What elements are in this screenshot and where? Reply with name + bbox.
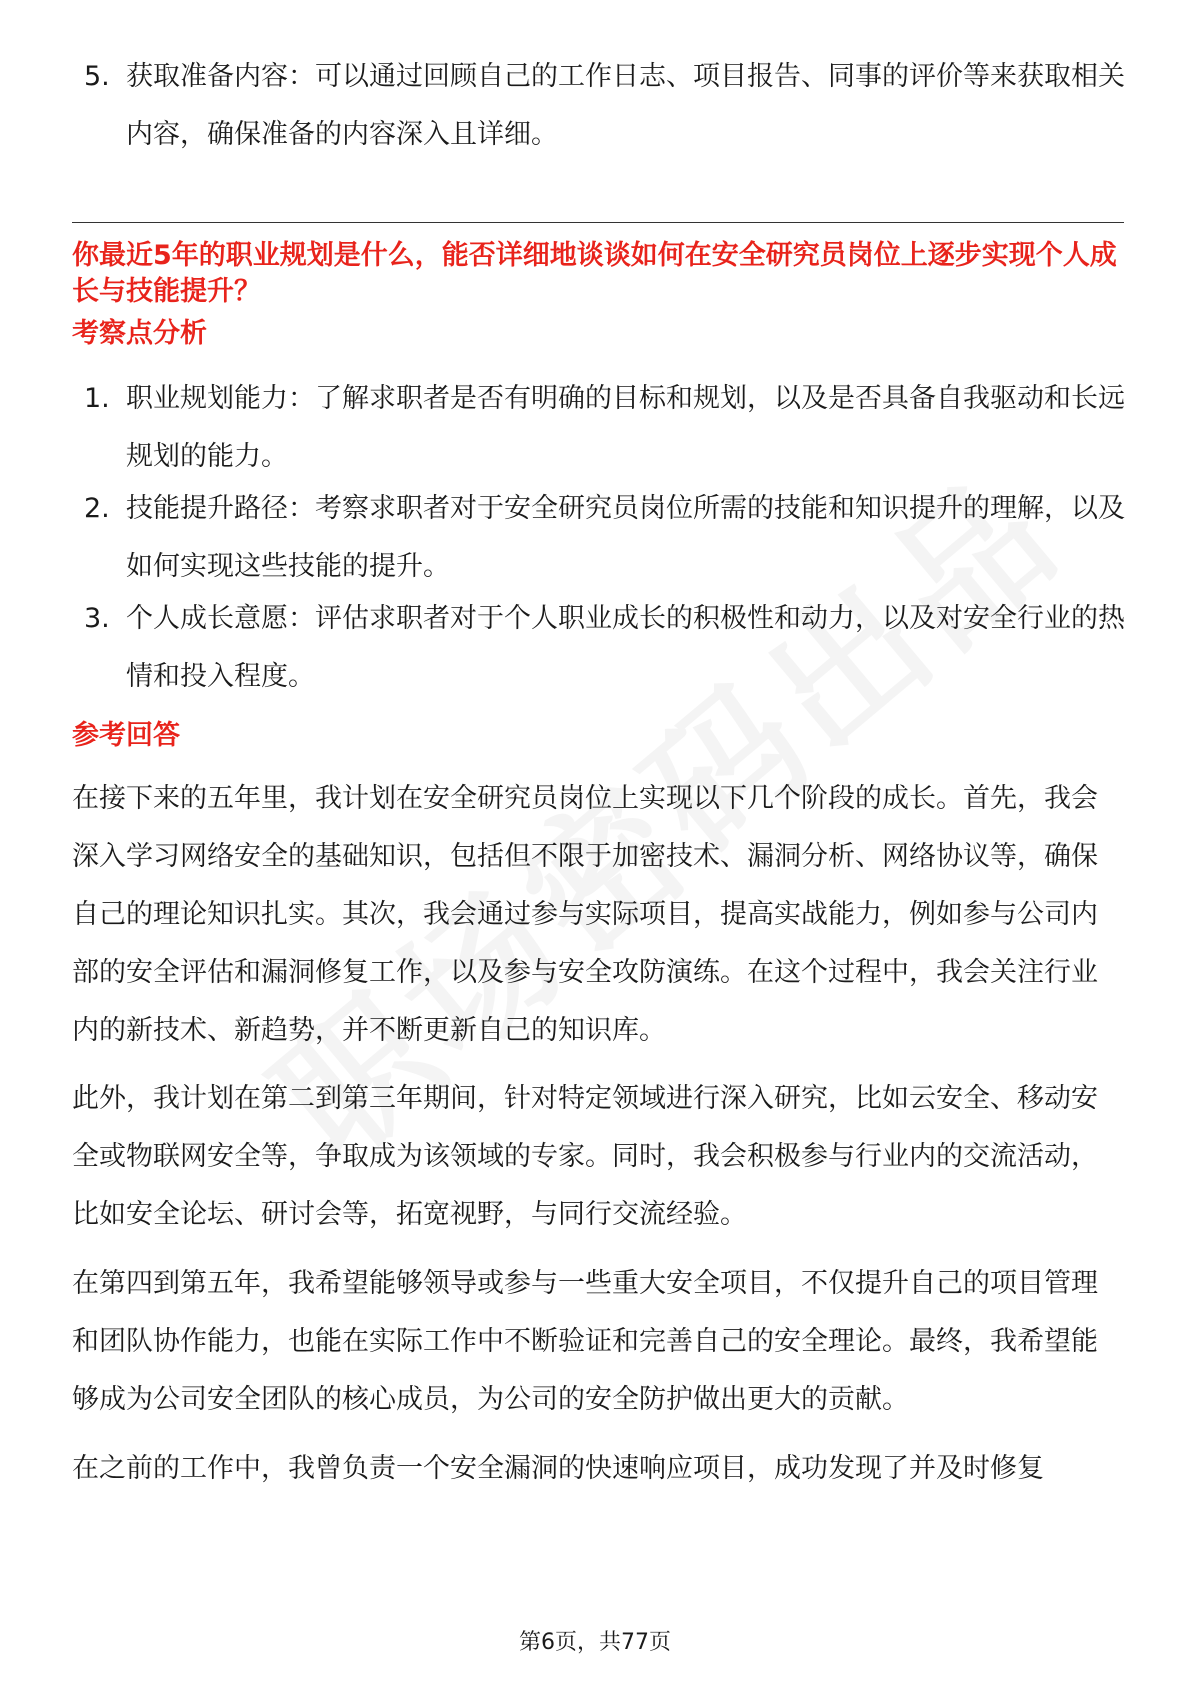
answer-paragraph: 在第四到第五年，我希望能够领导或参与一些重大安全项目，不仅提升自己的项目管理和团队协作能力，也能在实际工作中不断验证和完善自己的安全理论。最终，我希望能够成为公司安全团队的核心成员，为公司的安全防护做出更大的贡献。: [72, 1268, 1098, 1415]
list-number: 3.: [84, 603, 110, 634]
list-text: 技能提升路径：考察求职者对于安全研究员岗位所需的技能和知识提升的理解，以及如何实现这些技能的提升。: [126, 493, 1125, 582]
page-footer: 第6页，共77页: [519, 1630, 671, 1655]
question-title: 你最近5年的职业规划是什么，能否详细地谈谈如何在安全研究员岗位上逐步实现个人成长与技能提升？: [72, 240, 1117, 307]
top-list-item: [72, 48, 1126, 164]
answer-paragraph: 在之前的工作中，我曾负责一个安全漏洞的快速响应项目，成功发现了并及时修复: [72, 1453, 1044, 1484]
analysis-item: [72, 480, 1126, 596]
list-text: 获取准备内容：可以通过回顾自己的工作日志、项目报告、同事的评价等来获取相关内容，确保准备的内容深入且详细。: [126, 61, 1125, 150]
analysis-item: [72, 590, 1126, 706]
list-text: 个人成长意愿：评估求职者对于个人职业成长的积极性和动力，以及对安全行业的热情和投入程度。: [126, 603, 1125, 692]
answer-paragraph: 在接下来的五年里，我计划在安全研究员岗位上实现以下几个阶段的成长。首先，我会深入学习网络安全的基础知识，包括但不限于加密技术、漏洞分析、网络协议等，确保自己的理论知识扎实。其次，我会通过参与实际项目，提高实战能力，例如参与公司内部的安全评估和漏洞修复工作，以及参与安全攻防演练。在这个过程中，我会关注行业内的新技术、新趋势，并不断更新自己的知识库。: [72, 783, 1098, 1046]
analysis-item: [72, 370, 1126, 486]
analysis-heading: 考察点分析: [72, 318, 207, 349]
divider: [72, 222, 1124, 223]
list-number: 1.: [84, 383, 110, 414]
list-number: 2.: [84, 493, 110, 524]
answer-paragraph: 此外，我计划在第二到第三年期间，针对特定领域进行深入研究，比如云安全、移动安全或物联网安全等，争取成为该领域的专家。同时，我会积极参与行业内的交流活动，比如安全论坛、研讨会等，拓宽视野，与同行交流经验。: [72, 1083, 1098, 1230]
list-number: 5.: [84, 61, 110, 92]
list-text: 职业规划能力：了解求职者是否有明确的目标和规划，以及是否具备自我驱动和长远规划的能力。: [126, 383, 1125, 472]
answer-heading: 参考回答: [72, 720, 180, 751]
